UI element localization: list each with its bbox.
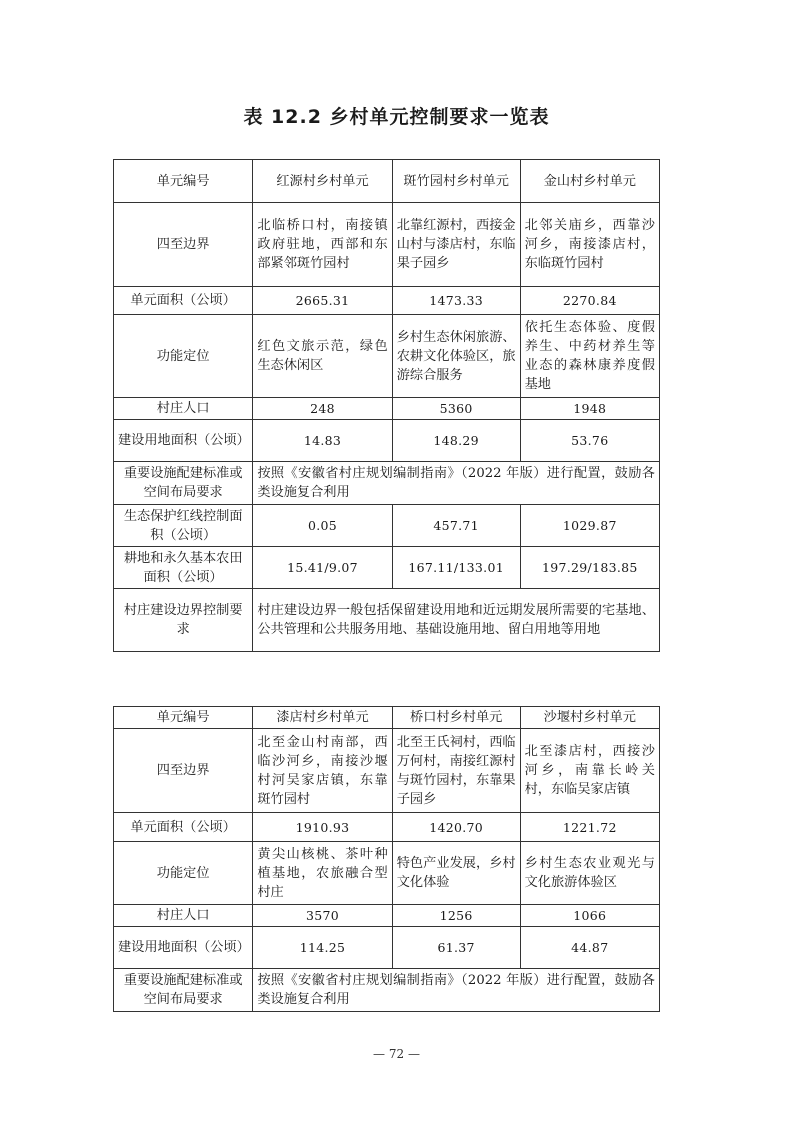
table-row [114,462,660,505]
table-row [114,905,660,927]
table-cell: 457.71 [392,505,520,547]
table-cell: 1221.72 [520,813,659,842]
table-row [114,547,660,589]
table-cell: 14.83 [253,420,392,462]
row-label: 重要设施配建标准或空间布局要求 [114,462,253,505]
table-cell: 53.76 [520,420,659,462]
row-label: 生态保护红线控制面积（公顷） [114,505,253,547]
table-cell: 黄尖山核桃、茶叶种植基地，农旅融合型村庄 [253,842,392,905]
table-cell: 漆店村乡村单元 [253,707,392,729]
table-cell: 乡村生态休闲旅游、农耕文化体验区，旅游综合服务 [392,315,520,398]
table-row [114,729,660,813]
table-cell: 61.37 [392,927,520,969]
merged-cell: 按照《安徽省村庄规划编制指南》（2022 年版）进行配置，鼓励各类设施复合利用 [253,969,660,1012]
table-cell: 红色文旅示范，绿色生态休闲区 [253,315,392,398]
table-cell: 1420.70 [392,813,520,842]
table-row [114,287,660,315]
page-number: — 72 — [373,1047,420,1061]
row-label: 单元编号 [114,707,253,729]
table-cell: 1473.33 [392,287,520,315]
table-cell: 197.29/183.85 [520,547,659,589]
row-label: 建设用地面积（公顷） [114,420,253,462]
table-cell: 248 [253,398,392,420]
row-label: 四至边界 [114,729,253,813]
table-cell: 北至王氏祠村，西临万何村，南接红源村与斑竹园村，东靠果子园乡 [392,729,520,813]
table-cell: 1066 [520,905,659,927]
table-cell: 依托生态体验、度假养生、中药材养生等业态的森林康养度假基地 [520,315,659,398]
table-cell: 15.41/9.07 [253,547,392,589]
table-cell: 北至金山村南部，西临沙河乡，南接沙堰村河吴家店镇，东靠斑竹园村 [253,729,392,813]
row-label: 四至边界 [114,203,253,287]
table-row [114,969,660,1012]
table-row [114,315,660,398]
table-cell: 1948 [520,398,659,420]
table-row [114,203,660,287]
table-cell: 北靠红源村，西接金山村与漆店村，东临果子园乡 [392,203,520,287]
row-label: 建设用地面积（公顷） [114,927,253,969]
row-label: 单元面积（公顷） [114,813,253,842]
table-cell: 44.87 [520,927,659,969]
table-cell: 北临桥口村，南接镇政府驻地，西部和东部紧邻斑竹园村 [253,203,392,287]
row-label: 村庄人口 [114,398,253,420]
table-cell: 148.29 [392,420,520,462]
table-cell: 北邻关庙乡，西靠沙河乡，南接漆店村，东临斑竹园村 [520,203,659,287]
row-label: 单元面积（公顷） [114,287,253,315]
table-row [114,813,660,842]
table-cell: 1029.87 [520,505,659,547]
row-label: 耕地和永久基本农田面积（公顷） [114,547,253,589]
merged-cell: 村庄建设边界一般包括保留建设用地和近远期发展所需要的宅基地、公共管理和公共服务用地、基础设施用地、留白用地等用地 [253,589,660,652]
table-cell: 1256 [392,905,520,927]
merged-cell: 按照《安徽省村庄规划编制指南》（2022 年版）进行配置，鼓励各类设施复合利用 [253,462,660,505]
table-row [114,505,660,547]
row-label: 村庄人口 [114,905,253,927]
table-row [114,707,660,729]
table-cell: 5360 [392,398,520,420]
table-row [114,589,660,652]
table-title: 表 12.2 乡村单元控制要求一览表 [243,106,550,128]
table-cell: 北至漆店村，西接沙河乡，南靠长岭关村，东临吴家店镇 [520,729,659,813]
table-cell: 红源村乡村单元 [253,160,392,203]
table-cell: 2270.84 [520,287,659,315]
table-cell: 3570 [253,905,392,927]
table-cell: 沙堰村乡村单元 [520,707,659,729]
table-cell: 167.11/133.01 [392,547,520,589]
row-label: 功能定位 [114,315,253,398]
row-label: 村庄建设边界控制要求 [114,589,253,652]
table-cell: 斑竹园村乡村单元 [392,160,520,203]
table-row [114,398,660,420]
row-label: 功能定位 [114,842,253,905]
table-cell: 金山村乡村单元 [520,160,659,203]
table-cell: 1910.93 [253,813,392,842]
table-cell: 2665.31 [253,287,392,315]
table-cell: 特色产业发展，乡村文化体验 [392,842,520,905]
control-requirements-table-1 [113,159,660,652]
table-cell: 桥口村乡村单元 [392,707,520,729]
table-cell: 114.25 [253,927,392,969]
row-label: 重要设施配建标准或空间布局要求 [114,969,253,1012]
table-row [114,160,660,203]
table-cell: 乡村生态农业观光与文化旅游体验区 [520,842,659,905]
row-label: 单元编号 [114,160,253,203]
table-cell: 0.05 [253,505,392,547]
control-requirements-table-2 [113,706,660,1012]
table-row [114,927,660,969]
table-row [114,842,660,905]
table-row [114,420,660,462]
